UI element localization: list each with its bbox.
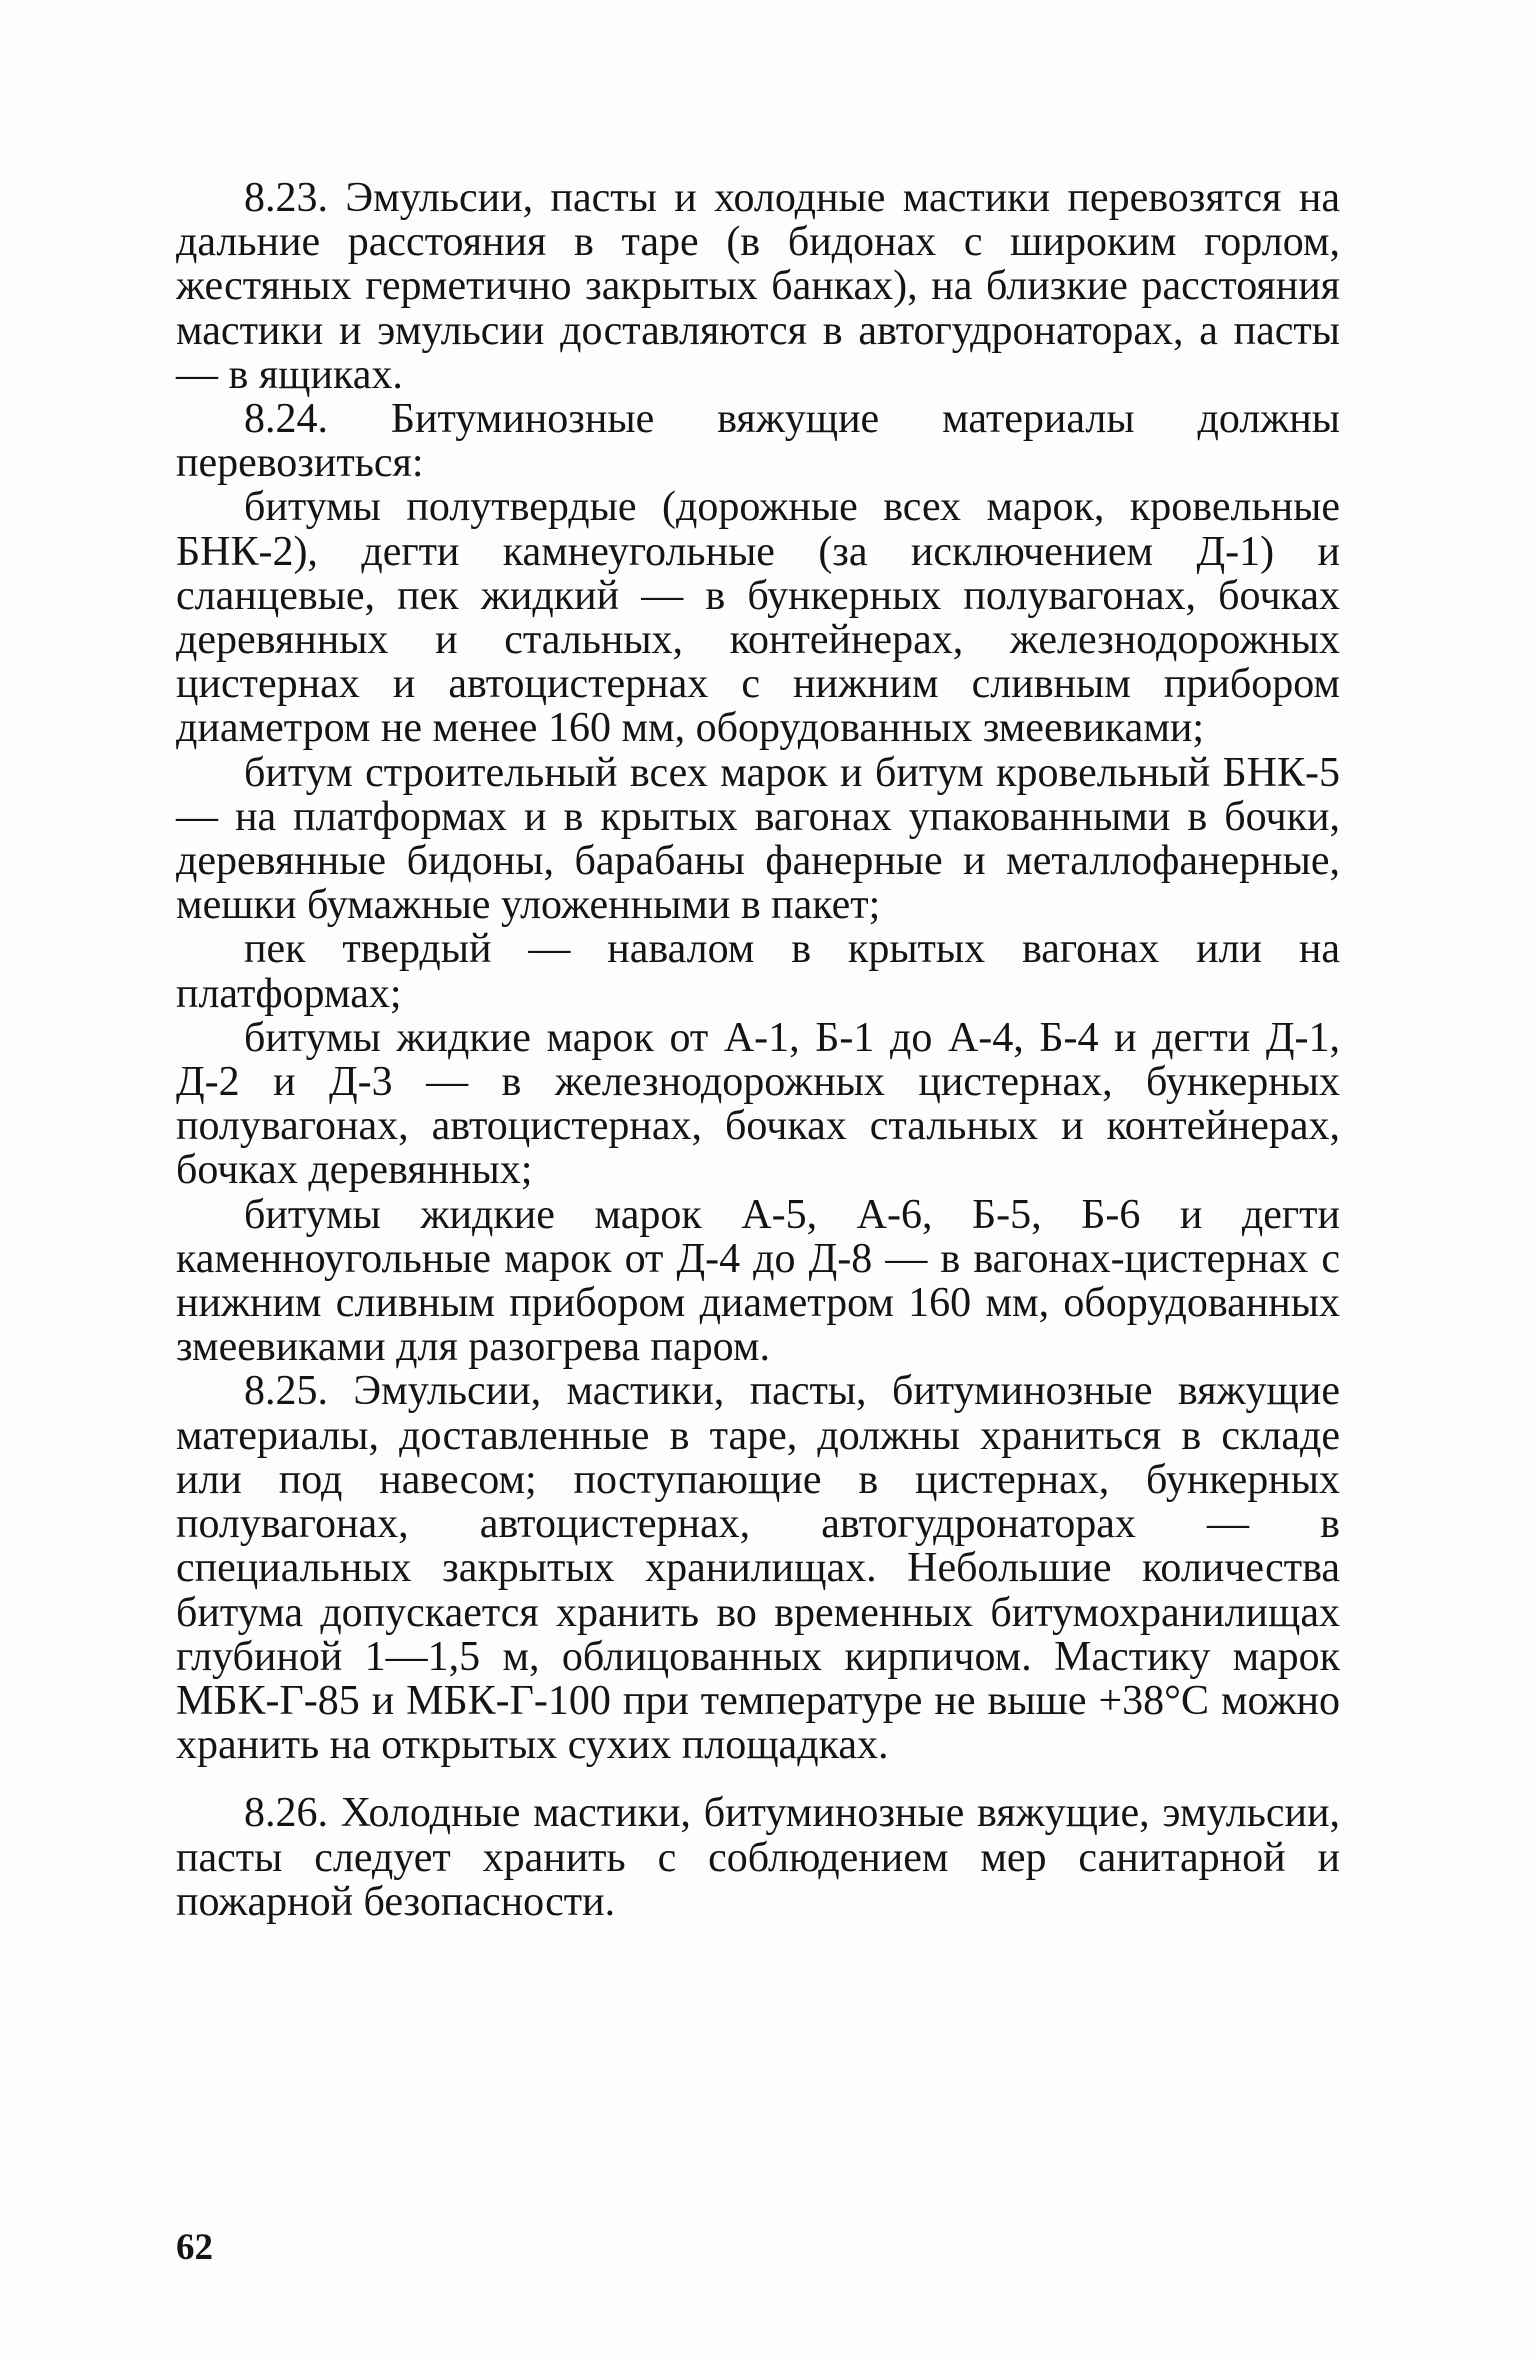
list-item-polutverdye	[176, 485, 1340, 750]
paragraph-text: Битуминозные вяжущие материалы должны перевозиться:	[176, 396, 1340, 487]
page-number: 62	[176, 2227, 213, 2268]
paragraph-text: битум строительный всех марок и битум кровельный БНК-5 — на платформах и в крытых вагонах упакованными в бочки, деревянные бидоны, барабаны фанерные и металлофанерные, мешки бумажные уложенными в пакет;	[176, 749, 1340, 929]
list-item-zhidkie-a1-a4	[176, 1016, 1340, 1193]
paragraph-text: битумы жидкие марок от А-1, Б-1 до А-4, Б-4 и дегти Д-1, Д-2 и Д-3 — в железнодорожных цистернах, бункерных полувагонах, автоцистернах, бочках стальных и контейнерах, бочках деревянных;	[176, 1014, 1340, 1194]
paragraph-8-25	[176, 1369, 1340, 1767]
list-item-pek-tverdyi	[176, 927, 1340, 1015]
paragraph-text: Эмульсии, пасты и холодные мастики перевозятся на дальние расстояния в таре (в бидонах с широким горлом, жестяных герметично закрытых банках), на близкие расстояния мастики и эмульсии доставляются в автогудронаторах, а пасты — в ящиках.	[176, 175, 1341, 398]
body-text	[176, 176, 1340, 1924]
paragraph-number: 8.23.	[244, 175, 328, 221]
paragraph-text: Эмульсии, мастики, пасты, битуминозные вяжущие материалы, доставленные в таре, должны храниться в складе или под навесом; поступающие в цистернах, бункерных полувагонах, автоцистернах, автогудронаторах — в специальных закрытых хранилищах. Небольшие количества битума допускается хранить во временных битумохранилищах глубиной 1—1,5 м, облицованных кирпичом. Мастику марок МБК-Г-85 и МБК-Г-100 при температуре не выше +38°С можно хранить на открытых сухих площадках.	[176, 1368, 1340, 1769]
paragraph-8-24	[176, 397, 1340, 485]
paragraph-8-26	[176, 1791, 1340, 1924]
paragraph-text: битумы полутвердые (дорожные всех марок, кровельные БНК-2), дегти камнеугольные (за исключением Д-1) и сланцевые, пек жидкий — в бункерных полувагонах, бочках деревянных и стальных, контейнерах, железнодорожных цистернах и автоцистернах с нижним сливным прибором диаметром не менее 160 мм, оборудованных змеевиками;	[176, 484, 1340, 752]
paragraph-number: 8.25.	[244, 1368, 328, 1415]
list-item-stroitelnyi	[176, 751, 1340, 928]
paragraph-number: 8.26.	[244, 1790, 328, 1837]
paragraph-8-23	[176, 176, 1340, 397]
paragraph-text: пек твердый — навалом в крытых вагонах или на платформах;	[176, 926, 1340, 1017]
paragraph-text: Холодные мастики, битуминозные вяжущие, эмульсии, пасты следует хранить с соблюдением мер санитарной и пожарной безопасности.	[176, 1790, 1340, 1925]
list-item-zhidkie-a5-a6	[176, 1193, 1340, 1370]
paragraph-number: 8.24.	[244, 396, 328, 443]
paragraph-text: битумы жидкие марок А-5, А-6, Б-5, Б-6 и дегти каменноугольные марок от Д-4 до Д-8 — в вагонах-цистернах с нижним сливным прибором диаметром 160 мм, оборудованных змеевиками для разогрева паром.	[176, 1191, 1340, 1371]
